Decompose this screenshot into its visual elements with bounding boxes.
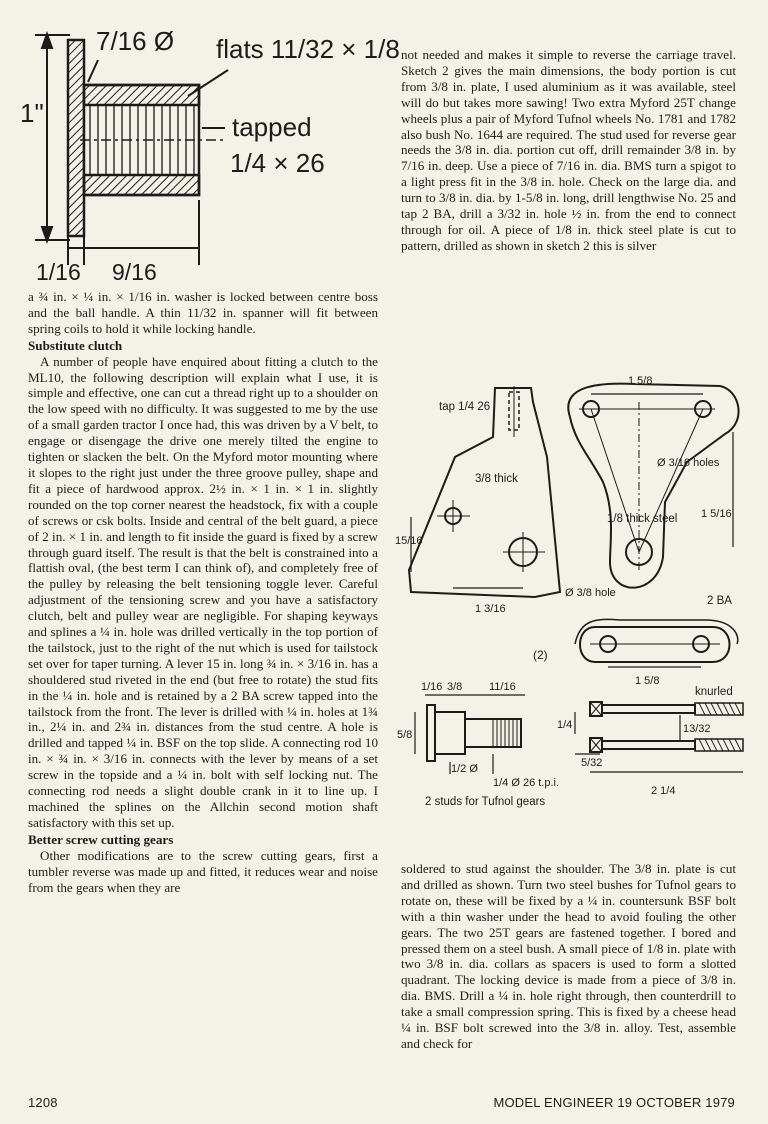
thickness-label: 3/8 thick xyxy=(475,473,518,485)
intro-paragraph: a ¾ in. × ¼ in. × 1/16 in. washer is locked between centre boss and the ball handle. A thin 11/32 in. spanner will fit between spring coils to hold it while locking handle. xyxy=(28,289,378,336)
lock-quarter-dimension: 1/4 xyxy=(557,719,573,731)
stud-shank-dimension: 11/16 xyxy=(489,681,516,693)
heading-screw-cutting-gears: Better screw cutting gears xyxy=(28,831,174,847)
heading-substitute-clutch: Substitute clutch xyxy=(28,337,123,353)
thread-label: 1/4 × 26 xyxy=(230,148,325,178)
stud-collar-diameter: 5/8 xyxy=(397,729,413,741)
large-hole-label: Ø 3/8 hole xyxy=(565,587,616,599)
steel-thickness-label: 1/8 thick steel xyxy=(607,513,678,525)
body-plate-outline xyxy=(409,388,560,597)
bottom-dimensions xyxy=(68,200,199,265)
height-dimension xyxy=(35,34,70,241)
stud-collar-dimension: 3/8 xyxy=(447,681,463,693)
clutch-paragraph: A number of people have enquired about fitting a clutch to the ML10, the following description will explain what I use, it is simple and effective, one can cut a thread right up to a shoulder on the low speed with no difficulty. It was suggested to me by the use of a small garden tractor I once had, this was driven by a V belt, to engage or disengage the drive one merely tilted the engine to tighten or slacken the belt. On the Myford motor mounting where it slopes to the right just under the three groove pulley, shape and fit a piece of hardwood approx. 2½ in. × 1 in. × 1 in. slightly rounded on the top corner nearest the headstock, fix with a couple of screws or csk bolts. Inside and central of the belt guard, a piece of 2 in. × 1 in. and length to fit inside the guard is fixed by a screw through guard itself. The result is that the belt is constrained into a flattish oval, (the best term I can think of), and completely free of the pulley by releasing the belt tensioning toggle lever. Careful adjustment of the tensioning screw and you have a satisfactory clutch, belt and pulley wear are negligible. For shaping keyways and splines a ¼ in. hole was drilled vertically in the top portion of the tailstock, just to the right of the nut which is used for tailstock set over for taper turning. A lever 15 in. long ¾ in. × 3/16 in. has a shouldered stud riveted in the end (but free to rotate) the stud fits in the ¼ in. hole and is retained by a 2 BA screw tapped into the tailstock from the front. The lever is drilled with ¼ in. holes at 1¾ in., 2¼ in. and 2¾ in. distances from the stud centre. A hole is drilled and tapped ¼ in. BSF on the top slide. A connecting rod 10 in. × ¾ in. × 3/16 in. connects with the lever by means of a set screw in the topside and a ¼ in. bolt with self locking nut. The connecting rod needs a slight double crank in it to line up. I machined the splines on the Allchin second motion shaft satisfactory with this set up. xyxy=(28,353,378,830)
gears-paragraph: Other modifications are to the screw cutting gears, first a tumbler reverse was made up and fitted, it reduces wear and noise from the gears when they are xyxy=(28,847,378,895)
body-length-label: 9/16 xyxy=(112,259,157,285)
small-holes-label: Ø 3/16 holes xyxy=(657,457,720,469)
stud-body-diameter: 1/2 Ø xyxy=(451,763,478,775)
hole-spacing-dimension: 1 3/16 xyxy=(475,603,506,615)
page-number: 1208 xyxy=(28,1095,58,1110)
height-label: 1" xyxy=(20,98,44,128)
tapped-label: tapped xyxy=(232,112,312,142)
lock-13-32-dimension: 13/32 xyxy=(683,723,711,735)
lock-5-32-dimension: 5/32 xyxy=(581,757,603,769)
running-footer: MODEL ENGINEER 19 OCTOBER 1979 xyxy=(493,1095,735,1110)
stud-flange-dimension: 1/16 xyxy=(421,681,443,693)
left-column xyxy=(28,289,378,895)
flats-label: flats 11/32 × 1/8 xyxy=(216,34,400,64)
figure-flanged-bush xyxy=(20,10,400,288)
flange-hatched xyxy=(68,40,84,236)
slot-spacing-dimension: 1 5/8 xyxy=(635,675,660,687)
body-height-dimension: 15/16 xyxy=(395,535,423,547)
right-column-bottom xyxy=(401,861,736,1052)
steel-plate-outline xyxy=(568,384,738,588)
right-column-top xyxy=(401,47,736,254)
flange-thickness-label: 1/16 xyxy=(36,259,81,285)
right-bottom-paragraph: soldered to stud against the shoulder. The 3/8 in. plate is cut and drilled as shown. Turn two steel bushes for Tufnol gears to rotate on, these will be fixed by a ¼ in. countersunk BSF bolt with a thin washer under the head to avoid fouling the other gears. The two 25T gears are fastened together. I bored and pressed them on a steel bush. A small piece of 1/8 in. plate with two 3/8 in. dia. collars as spacers is used to form a slotted quadrant. The locking device is made from a piece of 3/8 in. dia. BMS. Drill a ¼ in. hole right through, then counterdrill to take a small compression spring. This is fixed by a cheese head ¼ in. BSF bolt screwed into the 3/8 in. alloy. Test, assemble and check for xyxy=(401,861,736,1051)
steel-height-dimension: 1 5/16 xyxy=(701,508,732,520)
top-hole-spacing-dimension: 1 5/8 xyxy=(628,375,653,387)
sketch-2-tumbler-reverse xyxy=(395,362,750,812)
right-top-paragraph: not needed and makes it simple to reverse the carriage travel. Sketch 2 gives the main dimensions, the body portion is cut from 3/8 in. plate, I used aluminium as it was available, steel will do but takes more sawing! Two extra Myford 25T change wheels plus a pair of Myford Tufnol wheels No. 1781 and 1782 also bush No. 1644 are required. The stud used for reverse gear needs the 3/8 in. dia. portion cut off, drill remainder 3/8 in. by 7/16 in. deep. Use a piece of 7/16 in. dia. BMS turn a spigot to a light press fit in the 3/8 in. hole. Check on the large dia. and turn to 3/8 in. dia. by 1-5/8 in. long, drill lengthwise No. 25 and tap 2 BA, drill a 3/32 in. hole ½ in. from the end to connect through for oil. A piece of 1/8 in. thick steel plate is cut to pattern, drilled as shown in sketch 2 this is silver xyxy=(401,47,736,253)
sketch-number: (2) xyxy=(533,648,548,662)
tap-label: tap 1/4 26 xyxy=(439,401,491,413)
stud-thread-label: 1/4 Ø 26 t.p.i. xyxy=(493,777,560,789)
lock-length-dimension: 2 1/4 xyxy=(651,785,676,797)
knurled-label: knurled xyxy=(695,686,733,698)
diameter-label: 7/16 Ø xyxy=(96,26,175,56)
studs-caption: 2 studs for Tufnol gears xyxy=(425,796,546,808)
thread-2ba-label: 2 BA xyxy=(707,595,732,607)
